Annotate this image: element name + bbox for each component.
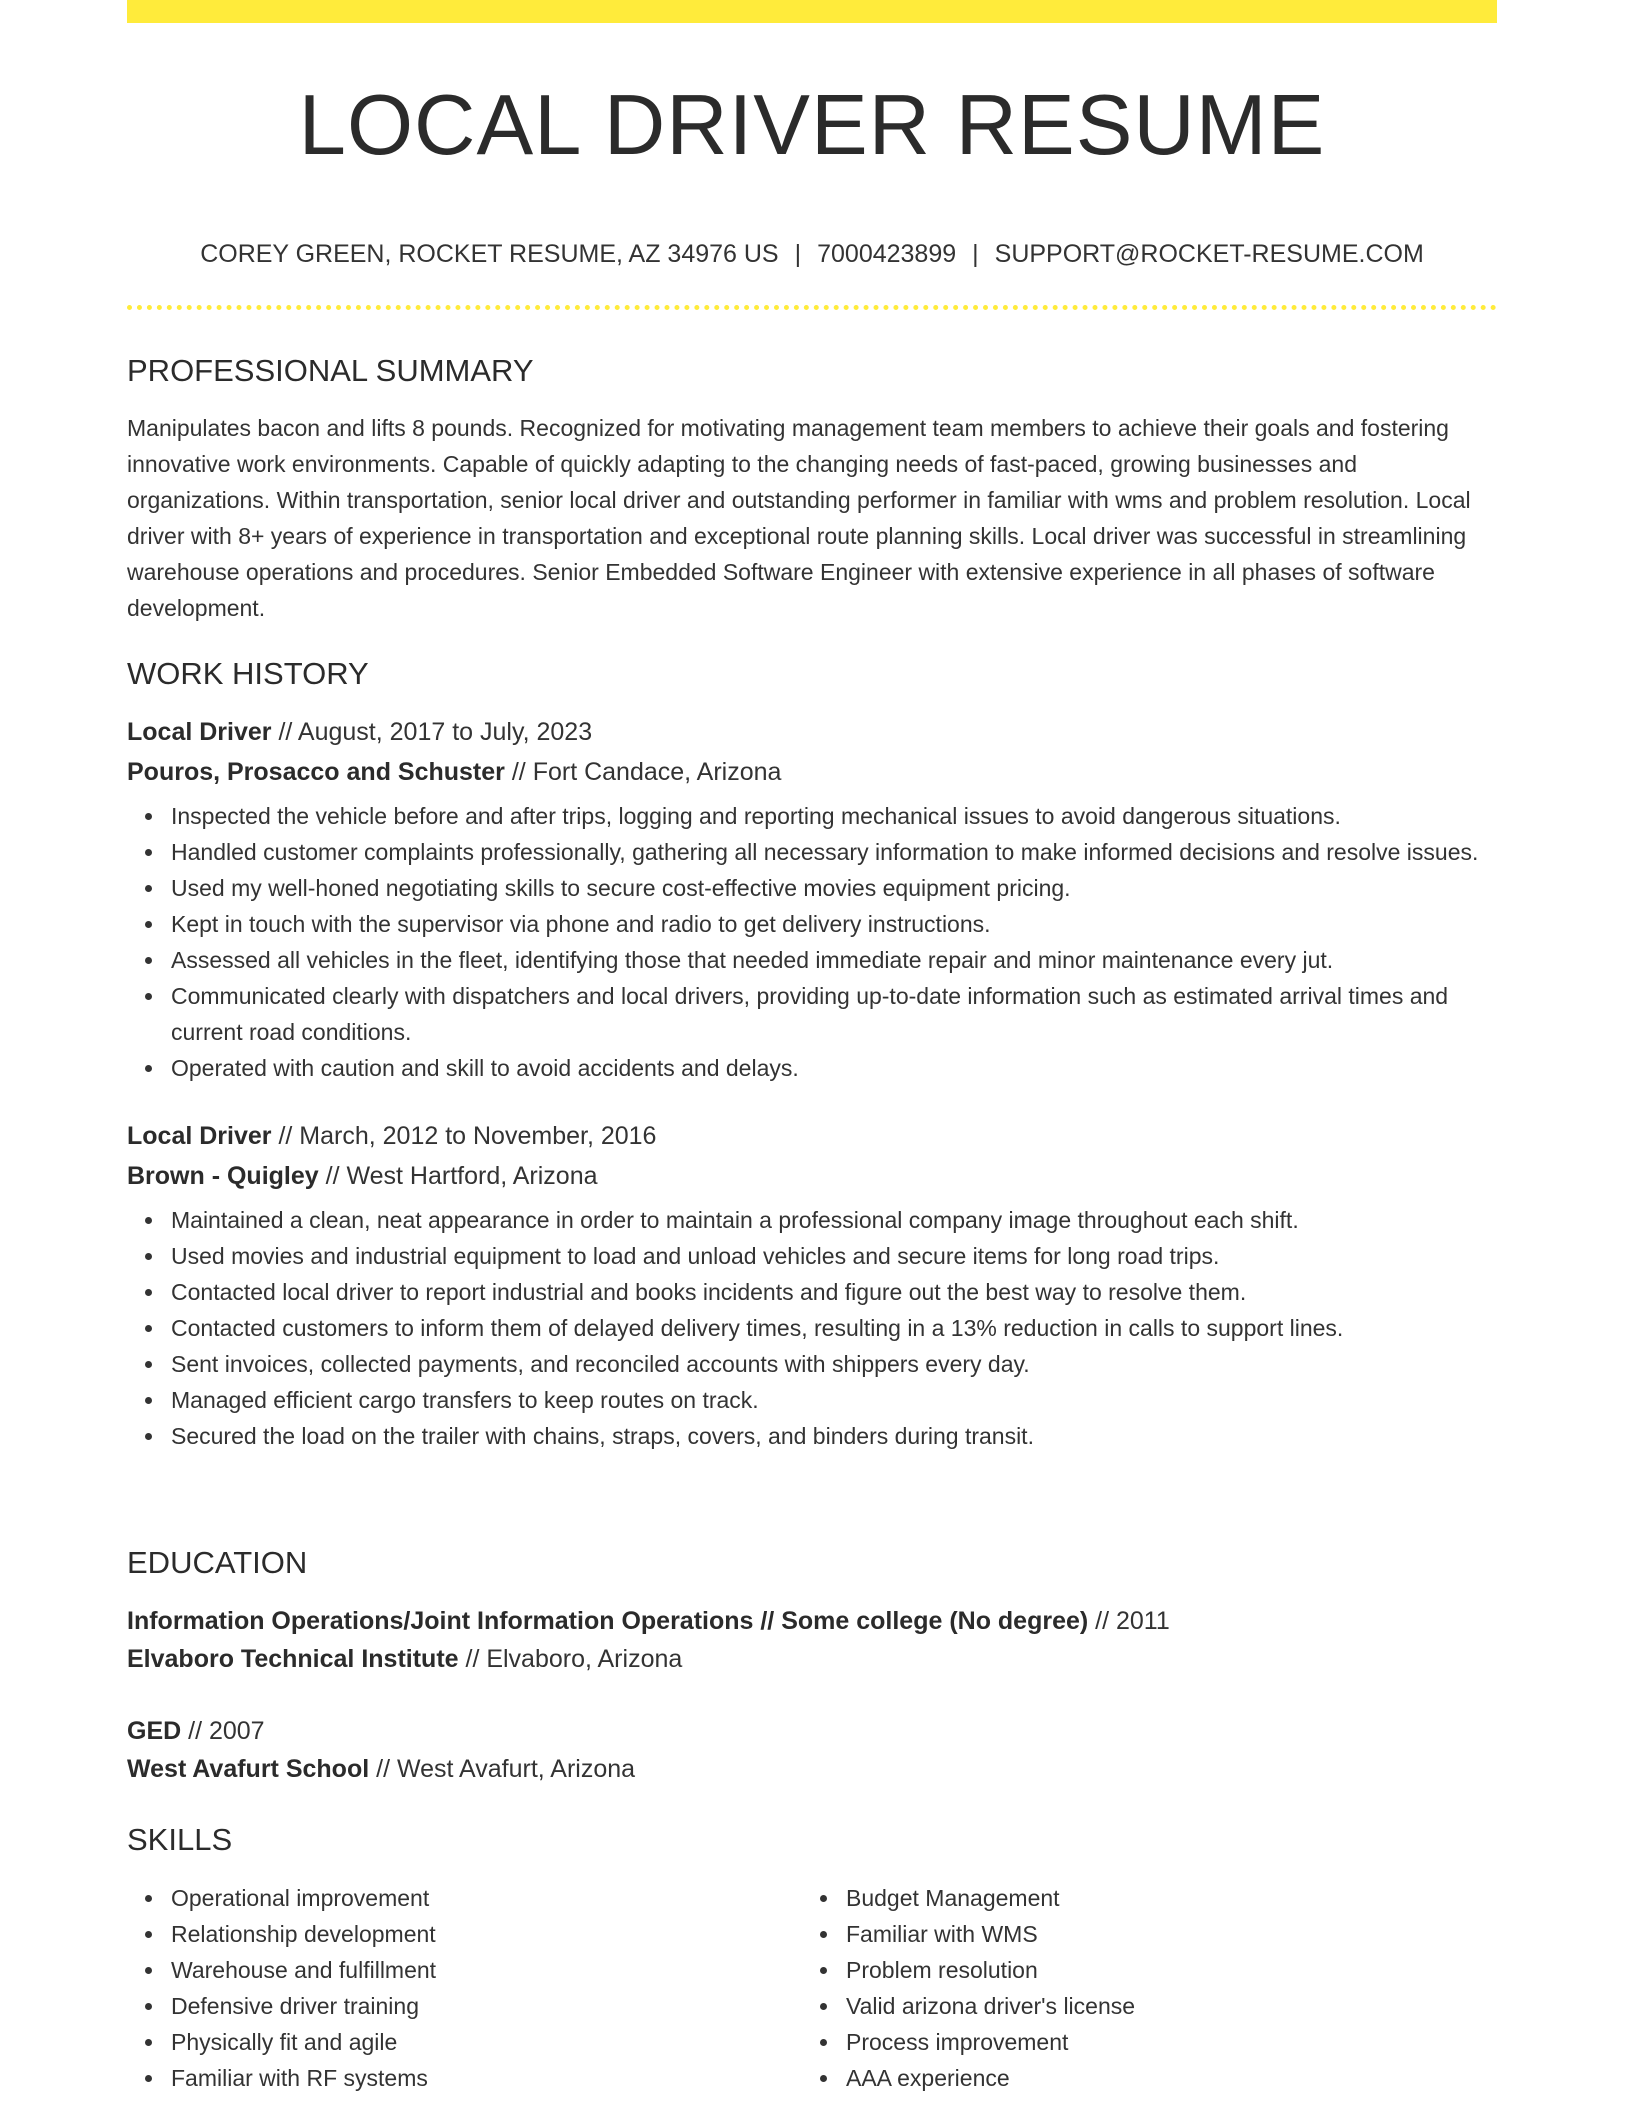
list-item: Kept in touch with the supervisor via phone and radio to get delivery instructions. <box>171 906 1497 942</box>
education-school-line <box>127 1640 1497 1678</box>
section-heading: SKILLS <box>127 1822 233 1857</box>
list-item: Handled customer complaints professionally, gathering all necessary information to make informed decisions and resolve issues. <box>171 834 1497 870</box>
skills-column-right <box>802 1874 1477 2096</box>
list-item: Maintained a clean, neat appearance in order to maintain a professional company image throughout each shift. <box>171 1202 1497 1238</box>
list-item: Budget Management <box>846 1880 1477 1916</box>
skills-list <box>802 1880 1477 2096</box>
summary-text: Manipulates bacon and lifts 8 pounds. Recognized for motivating management team members to achieve their goals and fostering innovative work environments. Capable of quickly adapting to the changing needs of fast-paced, growing businesses and organizations. Within transportation, senior local driver and outstanding performer in familiar with wms and problem resolution. Local driver with 8+ years of experience in transportation and exceptional route planning skills. Local driver was successful in streamlining warehouse operations and procedures. Senior Embedded Software Engineer with extensive experience in all phases of software development. <box>127 415 1471 621</box>
contact-phone: 7000423899 <box>817 240 957 268</box>
job-dates: // March, 2012 to November, 2016 <box>271 1122 657 1150</box>
job-bullets <box>127 798 1497 1086</box>
education-year: // 2007 <box>181 1717 265 1745</box>
list-item: Communicated clearly with dispatchers and local drivers, providing up-to-date information such as estimated arrival times and current road conditions. <box>171 978 1497 1050</box>
job-title-line <box>127 1116 1497 1156</box>
education-location: // West Avafurt, Arizona <box>369 1755 636 1783</box>
education-entry <box>127 1602 1497 1678</box>
job-bullets <box>127 1202 1497 1454</box>
education-entry <box>127 1712 1497 1788</box>
list-item: Sent invoices, collected payments, and reconciled accounts with shippers every day. <box>171 1346 1497 1382</box>
list-item: Warehouse and fulfillment <box>171 1952 802 1988</box>
list-item: Managed efficient cargo transfers to keep routes on track. <box>171 1382 1497 1418</box>
list-item: Contacted local driver to report industrial and books incidents and figure out the best way to resolve them. <box>171 1274 1497 1310</box>
skills-section <box>127 1820 1497 2096</box>
contact-separator: | <box>972 240 979 268</box>
list-item: Secured the load on the trailer with chains, straps, covers, and binders during transit. <box>171 1418 1497 1454</box>
job-title: Local Driver <box>127 1122 272 1150</box>
list-item: Familiar with RF systems <box>171 2060 802 2096</box>
list-item: Operational improvement <box>171 1880 802 1916</box>
education-year: // 2011 <box>1088 1607 1170 1635</box>
list-item: Operated with caution and skill to avoid accidents and delays. <box>171 1050 1497 1086</box>
education-section <box>127 1543 1497 1788</box>
job-company: Brown - Quigley <box>127 1162 319 1190</box>
list-item: Valid arizona driver's license <box>846 1988 1477 2024</box>
list-item: Used movies and industrial equipment to load and unload vehicles and secure items for long road trips. <box>171 1238 1497 1274</box>
section-heading: EDUCATION <box>127 1545 308 1580</box>
education-location: // Elvaboro, Arizona <box>458 1645 683 1673</box>
contact-separator: | <box>794 240 802 268</box>
list-item: Contacted customers to inform them of delayed delivery times, resulting in a 13% reduction in calls to support lines. <box>171 1310 1497 1346</box>
education-degree-line <box>127 1602 1497 1640</box>
job-title-line <box>127 712 1497 752</box>
job-entry <box>127 712 1497 1086</box>
education-degree: Information Operations/Joint Information Operations // Some college (No degree) <box>127 1607 1089 1635</box>
work-history-section <box>127 654 1497 1454</box>
list-item: Inspected the vehicle before and after trips, logging and reporting mechanical issues to avoid dangerous situations. <box>171 798 1497 834</box>
job-title: Local Driver <box>127 718 272 746</box>
education-school-line <box>127 1750 1497 1788</box>
job-company-line <box>127 1156 1497 1196</box>
list-item: Problem resolution <box>846 1952 1477 1988</box>
dotted-divider <box>127 305 1497 310</box>
contact-email: SUPPORT@ROCKET-RESUME.COM <box>994 240 1424 268</box>
contact-address: COREY GREEN, ROCKET RESUME, AZ 34976 US <box>200 240 779 268</box>
job-company-line <box>127 752 1497 792</box>
accent-top-bar <box>127 0 1497 23</box>
skills-columns <box>127 1874 1497 2096</box>
job-location: // West Hartford, Arizona <box>318 1162 598 1190</box>
job-location: // Fort Candace, Arizona <box>504 758 782 786</box>
list-item: Used my well-honed negotiating skills to secure cost-effective movies equipment pricing. <box>171 870 1497 906</box>
job-company: Pouros, Prosacco and Schuster <box>127 758 505 786</box>
summary-section <box>127 351 1497 626</box>
contact-line <box>127 236 1497 272</box>
skills-column-left <box>127 1874 802 2096</box>
job-entry <box>127 1116 1497 1454</box>
list-item: Familiar with WMS <box>846 1916 1477 1952</box>
education-degree: GED <box>127 1717 182 1745</box>
list-item: Process improvement <box>846 2024 1477 2060</box>
job-dates: // August, 2017 to July, 2023 <box>271 718 593 746</box>
list-item: Relationship development <box>171 1916 802 1952</box>
education-school: Elvaboro Technical Institute <box>127 1645 459 1673</box>
education-school: West Avafurt School <box>127 1755 370 1783</box>
list-item: Assessed all vehicles in the fleet, identifying those that needed immediate repair and minor maintenance every jut. <box>171 942 1497 978</box>
list-item: AAA experience <box>846 2060 1477 2096</box>
education-degree-line <box>127 1712 1497 1750</box>
skills-list <box>127 1880 802 2096</box>
list-item: Defensive driver training <box>171 1988 802 2024</box>
list-item: Physically fit and agile <box>171 2024 802 2060</box>
resume-title: LOCAL DRIVER RESUME <box>298 78 1326 173</box>
section-heading: WORK HISTORY <box>127 656 369 691</box>
section-heading: PROFESSIONAL SUMMARY <box>127 353 534 388</box>
